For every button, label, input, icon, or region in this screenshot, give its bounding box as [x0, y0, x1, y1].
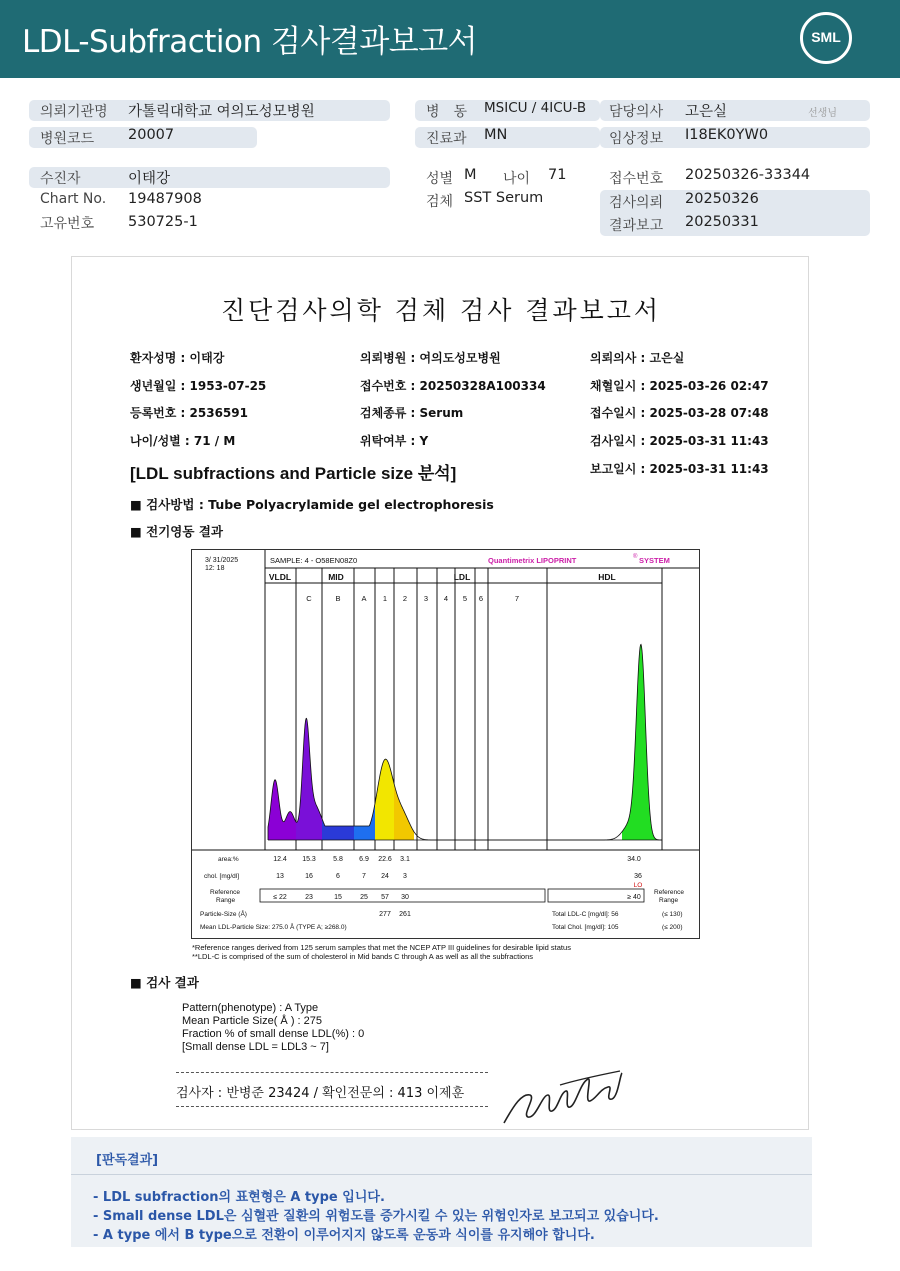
signer-line: 검사자 : 반병준 23424 / 확인전문의 : 413 이제훈 [176, 1086, 465, 1101]
interpretation-divider [71, 1174, 812, 1175]
area-value: 15.3 [302, 856, 316, 863]
ref-value: 25 [360, 894, 368, 901]
test-time-field: 검사일시 : 2025-03-31 11:43 [590, 434, 769, 448]
clinical-label: 임상정보 [609, 131, 664, 147]
code-label: 병원코드 [40, 131, 95, 147]
area-value: 5.8 [333, 856, 343, 863]
particle-size-label: Particle-Size (Å) [200, 911, 247, 918]
analysis-section-title: [LDL subfractions and Particle size 분석] [130, 464, 457, 483]
electrophoresis-heading: ■ 전기영동 결과 [130, 524, 223, 539]
receipt-label: 접수번호 [609, 171, 664, 187]
ward-value: MSICU / 4ICU-B [484, 100, 587, 116]
chol-value: 7 [362, 873, 366, 880]
report-header [0, 0, 900, 78]
chart-band-label: A [361, 594, 367, 603]
collection-time-field: 채혈일시 : 2025-03-26 02:47 [590, 379, 769, 393]
receipt-no-field: 접수번호 : 20250328A100334 [360, 379, 546, 393]
method-line: ■ 검사방법 : Tube Polyacrylamide gel electrophoresis [130, 497, 494, 512]
chart-sample-id: SAMPLE: 4 - O58EN08Z0 [270, 556, 358, 565]
mean-ldl-size: Mean LDL-Particle Size: 275.0 Å (TYPE A; ≥268.0) [200, 924, 347, 931]
particle-size-value: 261 [399, 911, 411, 918]
fraction-result: Fraction % of small dense LDL(%) : 0 [182, 1028, 365, 1040]
mid-a-fill [354, 803, 375, 840]
ward-label: 병 동 [426, 104, 468, 120]
specimen-label: 검체 [426, 194, 454, 210]
sex-value: M [464, 167, 477, 183]
report-date-label: 결과보고 [609, 218, 664, 234]
logo-text: SML [811, 29, 841, 45]
chart-brand-suffix: SYSTEM [639, 556, 670, 565]
ref-value: 30 [401, 894, 409, 901]
chol-value: 16 [305, 873, 313, 880]
chart-time: 12: 18 [205, 565, 225, 572]
request-label: 검사의뢰 [609, 195, 664, 211]
pattern-result: Pattern(phenotype) : A Type [182, 1002, 319, 1014]
code-value: 20007 [128, 127, 175, 143]
id-label: 고유번호 [40, 216, 95, 232]
receipt-value: 20250326-33344 [685, 167, 811, 183]
chart-group-label: LDL [453, 572, 471, 582]
handwritten-signature [500, 1065, 625, 1130]
age-sex-field: 나이/성별 : 71 / M [130, 434, 236, 448]
interpretation-line: - A type 에서 B type으로 전환이 이루어지지 않도록 운동과 식이를 유지해야 합니다. [93, 1228, 595, 1243]
chart-band-label: 1 [382, 594, 388, 603]
ref-row-label: Range [216, 897, 236, 904]
chol-value: 24 [381, 873, 389, 880]
chart-band-label: 7 [514, 594, 520, 603]
total-ldl-ref: (≤ 130) [662, 911, 683, 918]
chart-value: 19487908 [128, 191, 202, 207]
age-label: 나이 [503, 171, 531, 187]
age-value: 71 [548, 167, 567, 183]
density-trace [268, 644, 662, 840]
chol-value: 3 [403, 873, 407, 880]
chart-group-label: MID [328, 572, 344, 582]
patient-label: 수진자 [40, 171, 81, 187]
reg-no-field: 등록번호 : 2536591 [130, 406, 248, 420]
ref-value: 15 [334, 894, 342, 901]
report-date-value: 20250331 [685, 214, 759, 230]
ref-value: ≤ 22 [273, 894, 287, 901]
doctor-label: 담당의사 [609, 104, 664, 120]
doc-title: 진단검사의학 검체 검사 결과보고서 [220, 296, 662, 325]
patient-name-field: 환자성명 : 이태강 [130, 351, 225, 365]
specimen-type-field: 검체종류 : Serum [360, 406, 464, 420]
interpretation-heading: [판독결과] [96, 1153, 159, 1168]
area-value: 6.9 [359, 856, 369, 863]
dept-label: 진료과 [426, 131, 467, 147]
mean-size-result: Mean Particle Size( Å ) : 275 [182, 1015, 323, 1027]
specimen-value: SST Serum [464, 190, 544, 206]
chart-date: 3/ 31/2025 [205, 557, 239, 564]
report-title: LDL-Subfraction 검사결과보고서 [22, 24, 478, 60]
total-ldl: Total LDL-C [mg/dl]: 56 [552, 911, 619, 918]
lipoprint-chart [191, 549, 700, 939]
chart-band-label: B [335, 594, 341, 603]
clinical-value: I18EK0YW0 [685, 127, 769, 143]
doctor-value: 고은실 [685, 104, 728, 120]
ref-value: 57 [381, 894, 389, 901]
mid-b-fill [322, 819, 354, 840]
total-chol-ref: (≤ 200) [662, 924, 683, 931]
chart-group-label: HDL [598, 572, 616, 582]
referring-hospital-field: 의뢰병원 : 여의도성모병원 [360, 351, 501, 365]
chol-value-hdl: 36 [634, 873, 642, 880]
lipoprint-chart-svg [192, 550, 699, 938]
ref-right-label: Range [659, 897, 679, 904]
sdldl-definition: [Small dense LDL = LDL3 ~ 7] [182, 1041, 329, 1053]
hdl-fill [622, 644, 658, 840]
sign-divider-top [176, 1072, 488, 1073]
chart-band-label: 4 [443, 594, 449, 603]
chol-row-label: chol. [mg/dl] [204, 873, 240, 880]
chart-group-label: VLDL [268, 572, 292, 582]
area-row-label: area:% [218, 856, 239, 863]
dept-value: MN [484, 127, 508, 143]
report-time-field: 보고일시 : 2025-03-31 11:43 [590, 462, 769, 476]
chart-band-label: 6 [478, 594, 484, 603]
id-value: 530725-1 [128, 214, 198, 230]
hospital-value: 가톨릭대학교 여의도성모병원 [128, 104, 315, 120]
sex-label: 성별 [426, 171, 454, 187]
chart-band-label: 3 [423, 594, 429, 603]
area-value-hdl: 34.0 [627, 856, 641, 863]
particle-size-value: 277 [379, 911, 391, 918]
hospital-label: 의뢰기관명 [40, 104, 108, 120]
received-time-field: 접수일시 : 2025-03-28 07:48 [590, 406, 769, 420]
sign-divider-bottom [176, 1106, 488, 1107]
chart-band-label: 5 [462, 594, 468, 603]
chol-value: 13 [276, 873, 284, 880]
total-chol: Total Chol. [mg/dl]: 105 [552, 924, 619, 931]
sml-logo [800, 12, 852, 64]
chart-brand: Quantimetrix LIPOPRINT [488, 556, 577, 565]
area-value: 3.1 [400, 856, 410, 863]
result-heading: ■ 검사 결과 [130, 975, 199, 990]
interpretation-line: - LDL subfraction의 표현형은 A type 입니다. [93, 1190, 385, 1205]
footnote-1: *Reference ranges derived from 125 serum samples that met the NCEP ATP III guidelines for desirable lipid status [192, 943, 571, 952]
ref-right-label: Reference [654, 889, 684, 896]
ref-row-label: Reference [210, 889, 240, 896]
patient-row-bg [29, 167, 390, 188]
chart-band-label: C [306, 594, 312, 603]
vldl-fill [268, 780, 296, 840]
doctor-suffix: 선생님 [808, 108, 837, 119]
area-value: 22.6 [378, 856, 392, 863]
footnote-2: **LDL-C is comprised of the sum of cholesterol in Mid bands C through A as well as all the subfractions [192, 952, 534, 961]
referring-doctor-field: 의뢰의사 : 고은실 [590, 351, 685, 365]
area-value: 12.4 [273, 856, 287, 863]
chart-label: Chart No. [40, 191, 107, 207]
chart-brand-mark: ® [633, 554, 638, 560]
ref-value-hdl: ≥ 40 [627, 894, 641, 901]
chol-low-flag: LO [633, 882, 643, 889]
interpretation-panel [71, 1137, 812, 1247]
outsourced-field: 위탁여부 : Y [360, 434, 429, 448]
patient-value: 이태강 [128, 171, 171, 187]
chart-band-label: 2 [402, 594, 408, 603]
ref-value: 23 [305, 894, 313, 901]
birthdate-field: 생년월일 : 1953-07-25 [130, 379, 267, 393]
chol-value: 6 [336, 873, 340, 880]
interpretation-line: - Small dense LDL은 심혈관 질환의 위험도를 증가시킬 수 있는 위험인자로 보고되고 있습니다. [93, 1209, 659, 1224]
request-value: 20250326 [685, 191, 759, 207]
